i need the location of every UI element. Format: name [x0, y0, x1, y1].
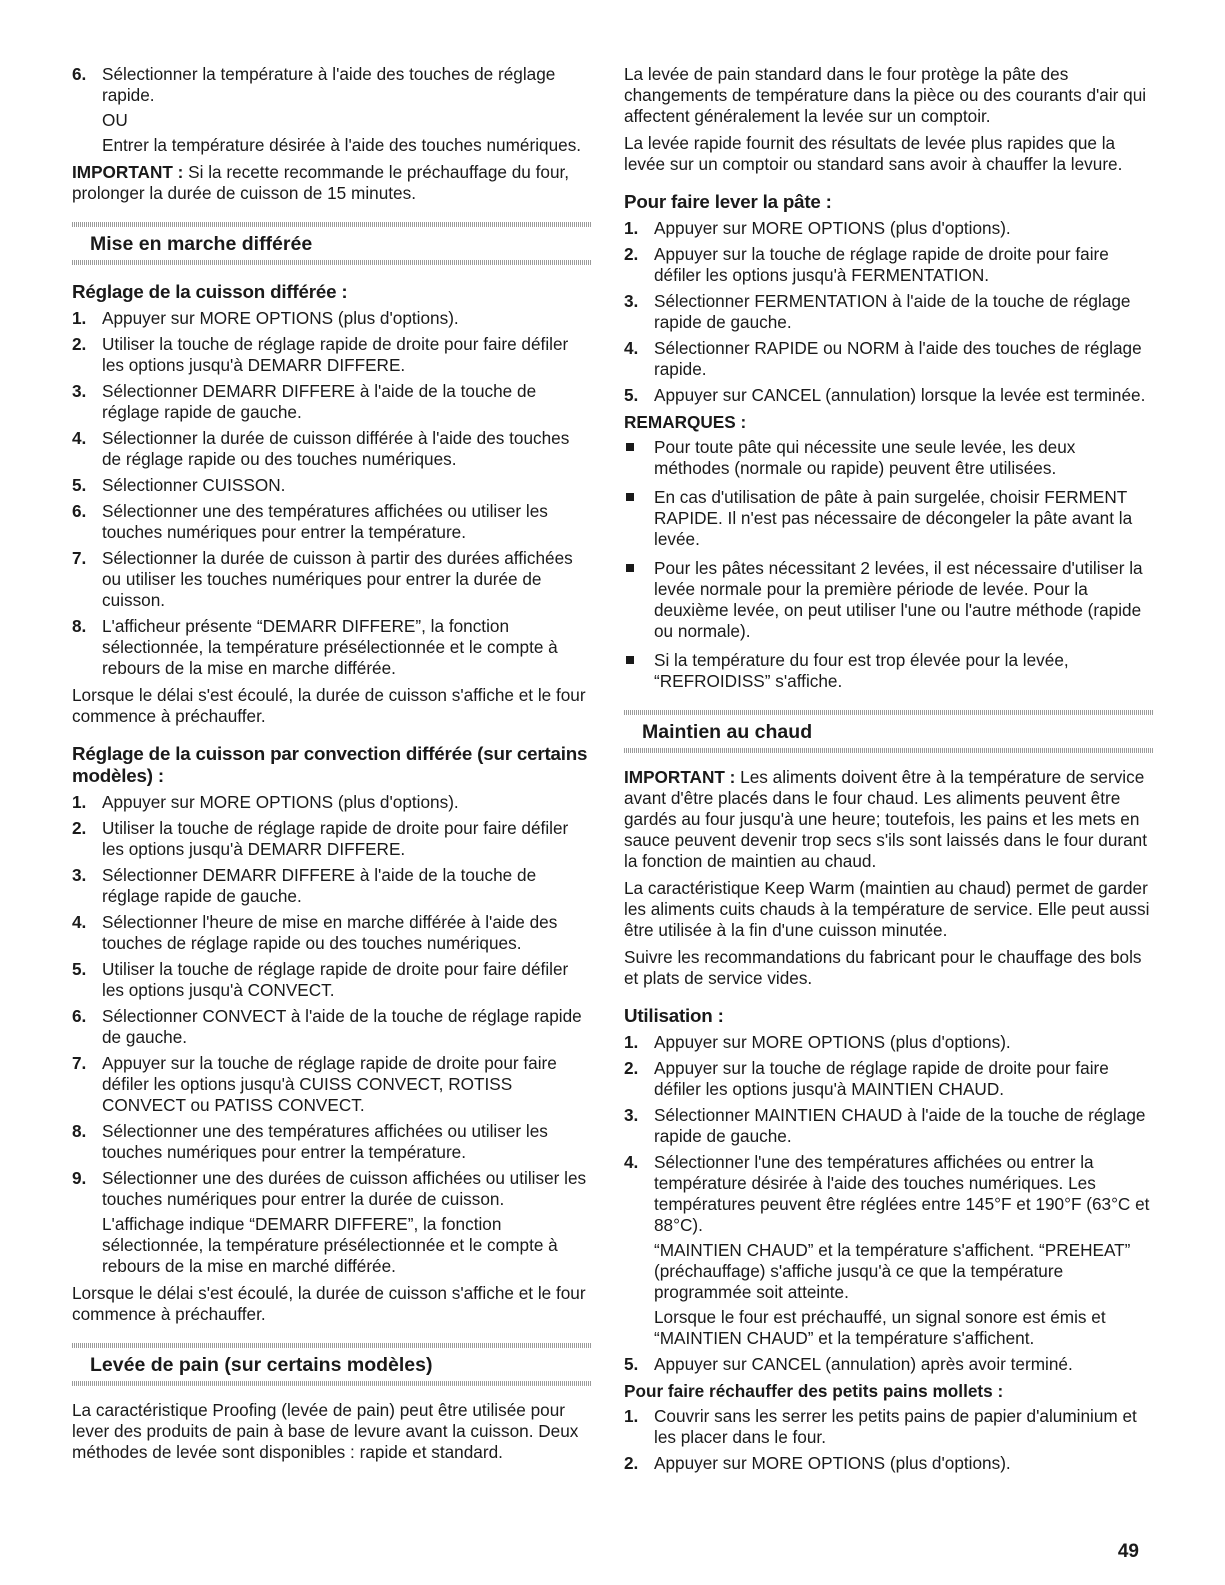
- remark-item: [624, 650, 1154, 692]
- rolls-steps: [624, 1406, 1154, 1474]
- step-item: [72, 912, 592, 954]
- step-number: 3.: [624, 1105, 639, 1125]
- proof-steps: [624, 218, 1154, 406]
- step-number: 1.: [624, 1032, 639, 1052]
- step-item: [72, 1053, 592, 1116]
- remarques-heading: REMARQUES :: [624, 412, 747, 432]
- step-text: Sélectionner la durée de cuisson à partir des durées affichées ou utiliser les touches numériques pour entrer la durée de cuisson.: [102, 548, 573, 610]
- left-column: [72, 64, 592, 1469]
- step-item: [624, 244, 1154, 286]
- step-text: Sélectionner une des durées de cuisson affichées ou utiliser les touches numériques pour entrer la durée de cuisson.: [102, 1168, 587, 1209]
- step-number: 9.: [72, 1168, 87, 1188]
- step-text: Sélectionner une des températures affichées ou utiliser les touches numériques pour entrer la température.: [102, 1121, 548, 1162]
- step-text: Appuyer sur la touche de réglage rapide de droite pour faire défiler les options jusqu'à MAINTIEN CHAUD.: [654, 1058, 1109, 1099]
- step-item: [72, 381, 592, 423]
- section-rule-bottom: [72, 260, 592, 265]
- step-text: Utiliser la touche de réglage rapide de droite pour faire défiler les options jusqu'à DEMARR DIFFERE.: [102, 818, 569, 859]
- heading-delayed-convect: Réglage de la cuisson par convection différée (sur certains modèles) :: [72, 743, 588, 786]
- step-item: [624, 1406, 1154, 1448]
- step-subtext: Lorsque le four est préchauffé, un signal sonore est émis et “MAINTIEN CHAUD” et la température s'affichent.: [654, 1307, 1106, 1348]
- step-text: Appuyer sur MORE OPTIONS (plus d'options).: [654, 1453, 1011, 1473]
- step-text: Appuyer sur MORE OPTIONS (plus d'options).: [102, 792, 459, 812]
- step-text: Sélectionner l'une des températures affichées ou entrer la température désirée à l'aide des touches numériques. Les températures peuvent être réglées entre 145°F et 190°F (63°C et 88°C).: [654, 1152, 1150, 1235]
- step-number: 2.: [624, 1058, 639, 1078]
- page-number: 49: [1117, 1541, 1139, 1562]
- section-title: Levée de pain (sur certains modèles): [90, 1354, 433, 1376]
- step-text: Appuyer sur MORE OPTIONS (plus d'options).: [102, 308, 459, 328]
- keep-warm-paragraph-2: Suivre les recommandations du fabricant pour le chauffage des bols et plats de service vides.: [624, 947, 1142, 988]
- section-header-proofing: [72, 1343, 592, 1386]
- step-number: 4.: [72, 912, 87, 932]
- step-number: 2.: [624, 1453, 639, 1473]
- step-text: Couvrir sans les serrer les petits pains de papier d'aluminium et les placer dans le four.: [654, 1406, 1137, 1447]
- step-text: Appuyer sur MORE OPTIONS (plus d'options).: [654, 218, 1011, 238]
- step-subtext: “MAINTIEN CHAUD” et la température s'affichent. “PREHEAT” (préchauffage) s'affiche jusqu'à ce que la température programmée soit atteinte.: [654, 1240, 1131, 1302]
- important-label: IMPORTANT :: [624, 767, 736, 787]
- step-item: [72, 818, 592, 860]
- keep-warm-paragraph-1: La caractéristique Keep Warm (maintien au chaud) permet de garder les aliments cuits chauds à la température de service. Elle peut aussi être utilisée à la fin d'une cuisson minutée.: [624, 878, 1150, 940]
- step-number: 3.: [72, 865, 87, 885]
- use-steps: [624, 1032, 1154, 1375]
- proof-paragraph-2: La levée rapide fournit des résultats de levée plus rapides que la levée sur un comptoir ou standard sans avoir à chauffer la levure.: [624, 133, 1123, 174]
- remark-text: Si la température du four est trop élevée pour la levée, “REFROIDISS” s'affiche.: [654, 650, 1069, 691]
- step-item: [72, 475, 592, 496]
- proof-paragraph-1: La levée de pain standard dans le four protège la pâte des changements de température dans la pièce ou des courants d'air qui affectent généralement la levée sur un comptoir.: [624, 64, 1147, 126]
- step-text: Sélectionner DEMARR DIFFERE à l'aide de la touche de réglage rapide de gauche.: [102, 865, 537, 906]
- step-text: Sélectionner DEMARR DIFFERE à l'aide de la touche de réglage rapide de gauche.: [102, 381, 537, 422]
- step-item: [72, 548, 592, 611]
- step-text: Sélectionner MAINTIEN CHAUD à l'aide de la touche de réglage rapide de gauche.: [654, 1105, 1146, 1146]
- step-number: 3.: [624, 291, 639, 311]
- step-number: 6.: [72, 501, 87, 521]
- step-text: L'afficheur présente “DEMARR DIFFERE”, la fonction sélectionnée, la température présélectionnée et le compte à rebours de la mise en marche différée.: [102, 616, 558, 678]
- square-bullet-icon: [626, 656, 634, 664]
- step-number: 7.: [72, 548, 87, 568]
- step-text: Sélectionner l'heure de mise en marche différée à l'aide des touches de réglage rapide ou des touches numériques.: [102, 912, 558, 953]
- convect-after-text: Lorsque le délai s'est écoulé, la durée de cuisson s'affiche et le four commence à préchauffer.: [72, 1283, 586, 1324]
- step-item: [624, 291, 1154, 333]
- heading-use: Utilisation :: [624, 1005, 724, 1026]
- right-column: [624, 64, 1154, 1480]
- keep-warm-important: [624, 767, 1154, 872]
- step-item: [72, 501, 592, 543]
- section-header-keep-warm: [624, 710, 1154, 753]
- step-item: [72, 1168, 592, 1277]
- step-text: Sélectionner la température à l'aide des touches de réglage rapide.: [102, 64, 556, 105]
- delayed-after-text: Lorsque le délai s'est écoulé, la durée de cuisson s'affiche et le four commence à préchauffer.: [72, 685, 586, 726]
- step-text: Appuyer sur MORE OPTIONS (plus d'options).: [654, 1032, 1011, 1052]
- step-item: [624, 338, 1154, 380]
- step-text: Sélectionner CUISSON.: [102, 475, 286, 495]
- step-number: 4.: [624, 1152, 639, 1172]
- step-number: 5.: [72, 475, 87, 495]
- section-title: Mise en marche différée: [90, 233, 313, 255]
- step-item: [624, 1354, 1154, 1375]
- step-item: [624, 1453, 1154, 1474]
- step-item: [72, 334, 592, 376]
- square-bullet-icon: [626, 493, 634, 501]
- step-text: Utiliser la touche de réglage rapide de droite pour faire défiler les options jusqu'à CONVECT.: [102, 959, 569, 1000]
- step-number: 6.: [72, 64, 87, 84]
- step-text: Sélectionner FERMENTATION à l'aide de la touche de réglage rapide de gauche.: [654, 291, 1131, 332]
- step-subtext: OU: [102, 110, 128, 130]
- step-number: 5.: [624, 385, 639, 405]
- step-item: [72, 64, 592, 156]
- step-item: [72, 1006, 592, 1048]
- square-bullet-icon: [626, 443, 634, 451]
- step-number: 1.: [624, 1406, 639, 1426]
- step-number: 7.: [72, 1053, 87, 1073]
- step-text: Sélectionner une des températures affichées ou utiliser les touches numériques pour entrer la température.: [102, 501, 548, 542]
- step-text: Utiliser la touche de réglage rapide de droite pour faire défiler les options jusqu'à DEMARR DIFFERE.: [102, 334, 569, 375]
- step-number: 6.: [72, 1006, 87, 1026]
- step-subtext: Entrer la température désirée à l'aide des touches numériques.: [102, 135, 582, 155]
- step-text: Appuyer sur CANCEL (annulation) lorsque la levée est terminée.: [654, 385, 1146, 405]
- step-text: Sélectionner RAPIDE ou NORM à l'aide des touches de réglage rapide.: [654, 338, 1142, 379]
- step-item: [72, 428, 592, 470]
- step-number: 4.: [72, 428, 87, 448]
- step-item: [624, 218, 1154, 239]
- step-number: 8.: [72, 616, 87, 636]
- heading-rolls: Pour faire réchauffer des petits pains mollets :: [624, 1381, 1004, 1401]
- remark-item: [624, 558, 1154, 642]
- step-text: Appuyer sur la touche de réglage rapide de droite pour faire défiler les options jusqu'à CUISS CONVECT, ROTISS CONVECT ou PATISS CONVECT.: [102, 1053, 557, 1115]
- delayed-steps: [72, 308, 592, 679]
- important-text: Si la recette recommande le préchauffage du four, prolonger la durée de cuisson de 15 minutes.: [72, 162, 570, 203]
- step-text: Appuyer sur CANCEL (annulation) après avoir terminé.: [654, 1354, 1073, 1374]
- step-item: [72, 792, 592, 813]
- important-note: [72, 162, 592, 204]
- section-rule-bottom: [72, 1381, 592, 1386]
- intro-steps: [72, 64, 592, 156]
- step-number: 4.: [624, 338, 639, 358]
- section-rule-bottom: [624, 748, 1154, 753]
- remark-item: [624, 487, 1154, 550]
- important-text: Les aliments doivent être à la température de service avant d'être placés dans le four chaud. Les aliments peuvent être gardés au four jusqu'à une heure; toutefois, les pains et les mets en sauce peuvent devenir trop secs s'ils sont laissés dans le four durant la fonction de maintien au chaud.: [624, 767, 1148, 871]
- step-number: 1.: [72, 308, 87, 328]
- step-subtext: L'affichage indique “DEMARR DIFFERE”, la fonction sélectionnée, la température présélectionnée et le compte à rebours de la mise en marché différée.: [102, 1214, 558, 1276]
- convect-steps: [72, 792, 592, 1277]
- section-title: Maintien au chaud: [642, 721, 813, 743]
- remarques-list: [624, 437, 1154, 692]
- important-label: IMPORTANT :: [72, 162, 184, 182]
- step-number: 1.: [72, 792, 87, 812]
- step-number: 2.: [624, 244, 639, 264]
- remark-text: En cas d'utilisation de pâte à pain surgelée, choisir FERMENT RAPIDE. Il n'est pas nécessaire de décongeler la pâte avant la levée.: [654, 487, 1133, 549]
- step-text: Sélectionner la durée de cuisson différée à l'aide des touches de réglage rapide ou des touches numériques.: [102, 428, 570, 469]
- step-item: [72, 308, 592, 329]
- step-item: [624, 1032, 1154, 1053]
- square-bullet-icon: [626, 564, 634, 572]
- step-item: [624, 1105, 1154, 1147]
- heading-delayed-cook: Réglage de la cuisson différée :: [72, 281, 348, 302]
- remark-text: Pour les pâtes nécessitant 2 levées, il est nécessaire d'utiliser la levée normale pour la première période de levée. Pour la deuxième levée, on peut utiliser l'une ou l'autre méthode (rapide ou normale).: [654, 558, 1143, 641]
- step-item: [624, 385, 1154, 406]
- remark-text: Pour toute pâte qui nécessite une seule levée, les deux méthodes (normale ou rapide) peuvent être utilisées.: [654, 437, 1076, 478]
- heading-proof-dough: Pour faire lever la pâte :: [624, 191, 832, 212]
- proof-intro: La caractéristique Proofing (levée de pain) peut être utilisée pour lever des produits de pain à base de levure avant la cuisson. Deux méthodes de levée sont disponibles : rapide et standard.: [72, 1400, 579, 1462]
- step-item: [72, 1121, 592, 1163]
- step-text: Sélectionner CONVECT à l'aide de la touche de réglage rapide de gauche.: [102, 1006, 582, 1047]
- step-text: Appuyer sur la touche de réglage rapide de droite pour faire défiler les options jusqu'à FERMENTATION.: [654, 244, 1109, 285]
- step-number: 2.: [72, 334, 87, 354]
- step-item: [72, 616, 592, 679]
- step-number: 1.: [624, 218, 639, 238]
- step-item: [624, 1152, 1154, 1349]
- step-number: 5.: [72, 959, 87, 979]
- step-number: 8.: [72, 1121, 87, 1141]
- remark-item: [624, 437, 1154, 479]
- step-item: [72, 959, 592, 1001]
- step-number: 3.: [72, 381, 87, 401]
- step-item: [72, 865, 592, 907]
- step-number: 5.: [624, 1354, 639, 1374]
- section-header-delayed-start: [72, 222, 592, 265]
- step-number: 2.: [72, 818, 87, 838]
- step-item: [624, 1058, 1154, 1100]
